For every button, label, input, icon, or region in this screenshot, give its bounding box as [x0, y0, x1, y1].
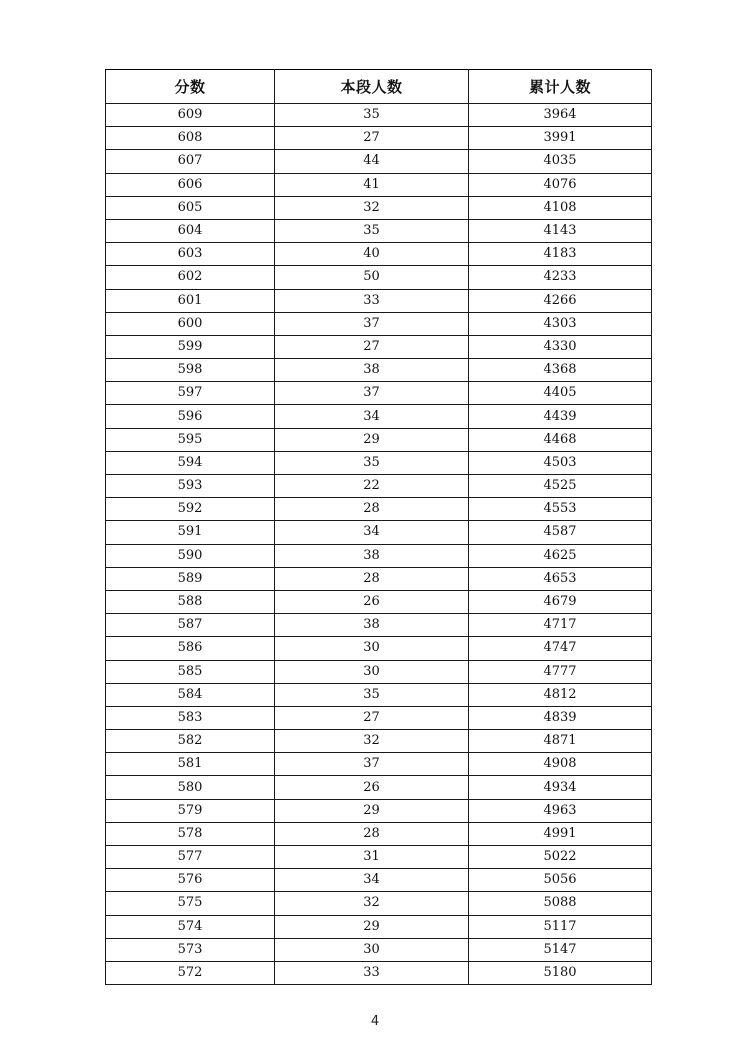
cell-segment-count: 38	[275, 614, 469, 637]
cell-segment-count: 41	[275, 173, 469, 196]
cell-score: 608	[106, 127, 275, 150]
cell-score: 609	[106, 104, 275, 127]
table-row	[106, 196, 652, 219]
cell-cumulative-count: 4871	[469, 730, 652, 753]
table-row	[106, 730, 652, 753]
table-row	[106, 382, 652, 405]
table-row	[106, 498, 652, 521]
cell-cumulative-count: 4405	[469, 382, 652, 405]
cell-cumulative-count: 4812	[469, 683, 652, 706]
table-row	[106, 405, 652, 428]
table-row	[106, 776, 652, 799]
table-row	[106, 753, 652, 776]
cell-segment-count: 30	[275, 660, 469, 683]
cell-cumulative-count: 4747	[469, 637, 652, 660]
table-row	[106, 219, 652, 242]
table-row	[106, 637, 652, 660]
cell-cumulative-count: 4233	[469, 266, 652, 289]
cell-cumulative-count: 4266	[469, 289, 652, 312]
cell-segment-count: 28	[275, 567, 469, 590]
cell-cumulative-count: 4183	[469, 243, 652, 266]
cell-segment-count: 38	[275, 359, 469, 382]
cell-score: 572	[106, 961, 275, 984]
table-row	[106, 938, 652, 961]
cell-score: 585	[106, 660, 275, 683]
table-row	[106, 475, 652, 498]
cell-cumulative-count: 4553	[469, 498, 652, 521]
table-row	[106, 892, 652, 915]
cell-score: 604	[106, 219, 275, 242]
table-header-row	[106, 70, 652, 104]
cell-cumulative-count: 4934	[469, 776, 652, 799]
cell-cumulative-count: 5147	[469, 938, 652, 961]
cell-cumulative-count: 4330	[469, 335, 652, 358]
cell-segment-count: 33	[275, 289, 469, 312]
cell-segment-count: 34	[275, 521, 469, 544]
cell-cumulative-count: 4468	[469, 428, 652, 451]
cell-cumulative-count: 4777	[469, 660, 652, 683]
table-body	[106, 104, 652, 985]
table-row	[106, 706, 652, 729]
cell-score: 597	[106, 382, 275, 405]
cell-score: 596	[106, 405, 275, 428]
cell-cumulative-count: 5180	[469, 961, 652, 984]
page-number: 4	[370, 1014, 380, 1029]
cell-score: 576	[106, 869, 275, 892]
cell-cumulative-count: 4963	[469, 799, 652, 822]
table-row	[106, 683, 652, 706]
table-row	[106, 451, 652, 474]
cell-score: 599	[106, 335, 275, 358]
cell-score: 588	[106, 590, 275, 613]
cell-segment-count: 28	[275, 822, 469, 845]
table-row	[106, 590, 652, 613]
table-row	[106, 614, 652, 637]
cell-cumulative-count: 4439	[469, 405, 652, 428]
table-row	[106, 359, 652, 382]
cell-score: 603	[106, 243, 275, 266]
cell-segment-count: 44	[275, 150, 469, 173]
cell-score: 589	[106, 567, 275, 590]
table-row	[106, 521, 652, 544]
score-distribution-table	[105, 69, 652, 985]
cell-cumulative-count: 4035	[469, 150, 652, 173]
cell-segment-count: 37	[275, 382, 469, 405]
cell-segment-count: 37	[275, 753, 469, 776]
cell-score: 575	[106, 892, 275, 915]
cell-segment-count: 26	[275, 590, 469, 613]
cell-cumulative-count: 3991	[469, 127, 652, 150]
cell-cumulative-count: 4625	[469, 544, 652, 567]
cell-segment-count: 35	[275, 219, 469, 242]
cell-score: 582	[106, 730, 275, 753]
cell-cumulative-count: 5022	[469, 846, 652, 869]
cell-score: 594	[106, 451, 275, 474]
cell-score: 574	[106, 915, 275, 938]
cell-segment-count: 38	[275, 544, 469, 567]
cell-segment-count: 22	[275, 475, 469, 498]
cell-segment-count: 32	[275, 730, 469, 753]
cell-score: 593	[106, 475, 275, 498]
cell-score: 590	[106, 544, 275, 567]
table-row	[106, 544, 652, 567]
cell-cumulative-count: 4653	[469, 567, 652, 590]
cell-cumulative-count: 4303	[469, 312, 652, 335]
cell-segment-count: 27	[275, 335, 469, 358]
cell-segment-count: 29	[275, 915, 469, 938]
table-row	[106, 869, 652, 892]
cell-segment-count: 32	[275, 196, 469, 219]
cell-segment-count: 28	[275, 498, 469, 521]
cell-score: 601	[106, 289, 275, 312]
cell-segment-count: 26	[275, 776, 469, 799]
cell-cumulative-count: 4679	[469, 590, 652, 613]
cell-cumulative-count: 4143	[469, 219, 652, 242]
table-row	[106, 243, 652, 266]
cell-cumulative-count: 4108	[469, 196, 652, 219]
table-row	[106, 567, 652, 590]
cell-segment-count: 37	[275, 312, 469, 335]
cell-score: 580	[106, 776, 275, 799]
cell-score: 606	[106, 173, 275, 196]
cell-segment-count: 32	[275, 892, 469, 915]
table-row	[106, 104, 652, 127]
cell-segment-count: 50	[275, 266, 469, 289]
table-row	[106, 335, 652, 358]
table-row	[106, 312, 652, 335]
cell-score: 584	[106, 683, 275, 706]
cell-segment-count: 31	[275, 846, 469, 869]
cell-cumulative-count: 5056	[469, 869, 652, 892]
table-row	[106, 961, 652, 984]
table-row	[106, 289, 652, 312]
cell-score: 602	[106, 266, 275, 289]
cell-score: 578	[106, 822, 275, 845]
cell-segment-count: 30	[275, 637, 469, 660]
cell-cumulative-count: 4991	[469, 822, 652, 845]
table-row	[106, 150, 652, 173]
cell-segment-count: 30	[275, 938, 469, 961]
header-cumulative-count: 累计人数	[469, 70, 652, 104]
cell-score: 605	[106, 196, 275, 219]
cell-segment-count: 35	[275, 683, 469, 706]
cell-score: 607	[106, 150, 275, 173]
cell-cumulative-count: 4076	[469, 173, 652, 196]
cell-cumulative-count: 4587	[469, 521, 652, 544]
cell-cumulative-count: 4368	[469, 359, 652, 382]
cell-score: 592	[106, 498, 275, 521]
cell-score: 586	[106, 637, 275, 660]
cell-cumulative-count: 5117	[469, 915, 652, 938]
cell-segment-count: 29	[275, 428, 469, 451]
cell-score: 577	[106, 846, 275, 869]
cell-segment-count: 40	[275, 243, 469, 266]
cell-score: 595	[106, 428, 275, 451]
cell-cumulative-count: 4717	[469, 614, 652, 637]
table-row	[106, 846, 652, 869]
cell-segment-count: 35	[275, 104, 469, 127]
cell-segment-count: 34	[275, 405, 469, 428]
table-row	[106, 127, 652, 150]
cell-score: 591	[106, 521, 275, 544]
cell-segment-count: 33	[275, 961, 469, 984]
table-row	[106, 799, 652, 822]
cell-segment-count: 27	[275, 127, 469, 150]
table-row	[106, 428, 652, 451]
table-row	[106, 822, 652, 845]
header-segment-count: 本段人数	[275, 70, 469, 104]
cell-score: 573	[106, 938, 275, 961]
table-row	[106, 266, 652, 289]
cell-score: 579	[106, 799, 275, 822]
table-row	[106, 660, 652, 683]
cell-score: 598	[106, 359, 275, 382]
cell-segment-count: 29	[275, 799, 469, 822]
cell-score: 581	[106, 753, 275, 776]
cell-segment-count: 27	[275, 706, 469, 729]
cell-score: 587	[106, 614, 275, 637]
header-score: 分数	[106, 70, 275, 104]
cell-cumulative-count: 4908	[469, 753, 652, 776]
cell-score: 600	[106, 312, 275, 335]
table-row	[106, 915, 652, 938]
table-row	[106, 173, 652, 196]
cell-cumulative-count: 4839	[469, 706, 652, 729]
cell-cumulative-count: 3964	[469, 104, 652, 127]
cell-cumulative-count: 4525	[469, 475, 652, 498]
cell-score: 583	[106, 706, 275, 729]
cell-segment-count: 35	[275, 451, 469, 474]
cell-cumulative-count: 4503	[469, 451, 652, 474]
cell-cumulative-count: 5088	[469, 892, 652, 915]
cell-segment-count: 34	[275, 869, 469, 892]
